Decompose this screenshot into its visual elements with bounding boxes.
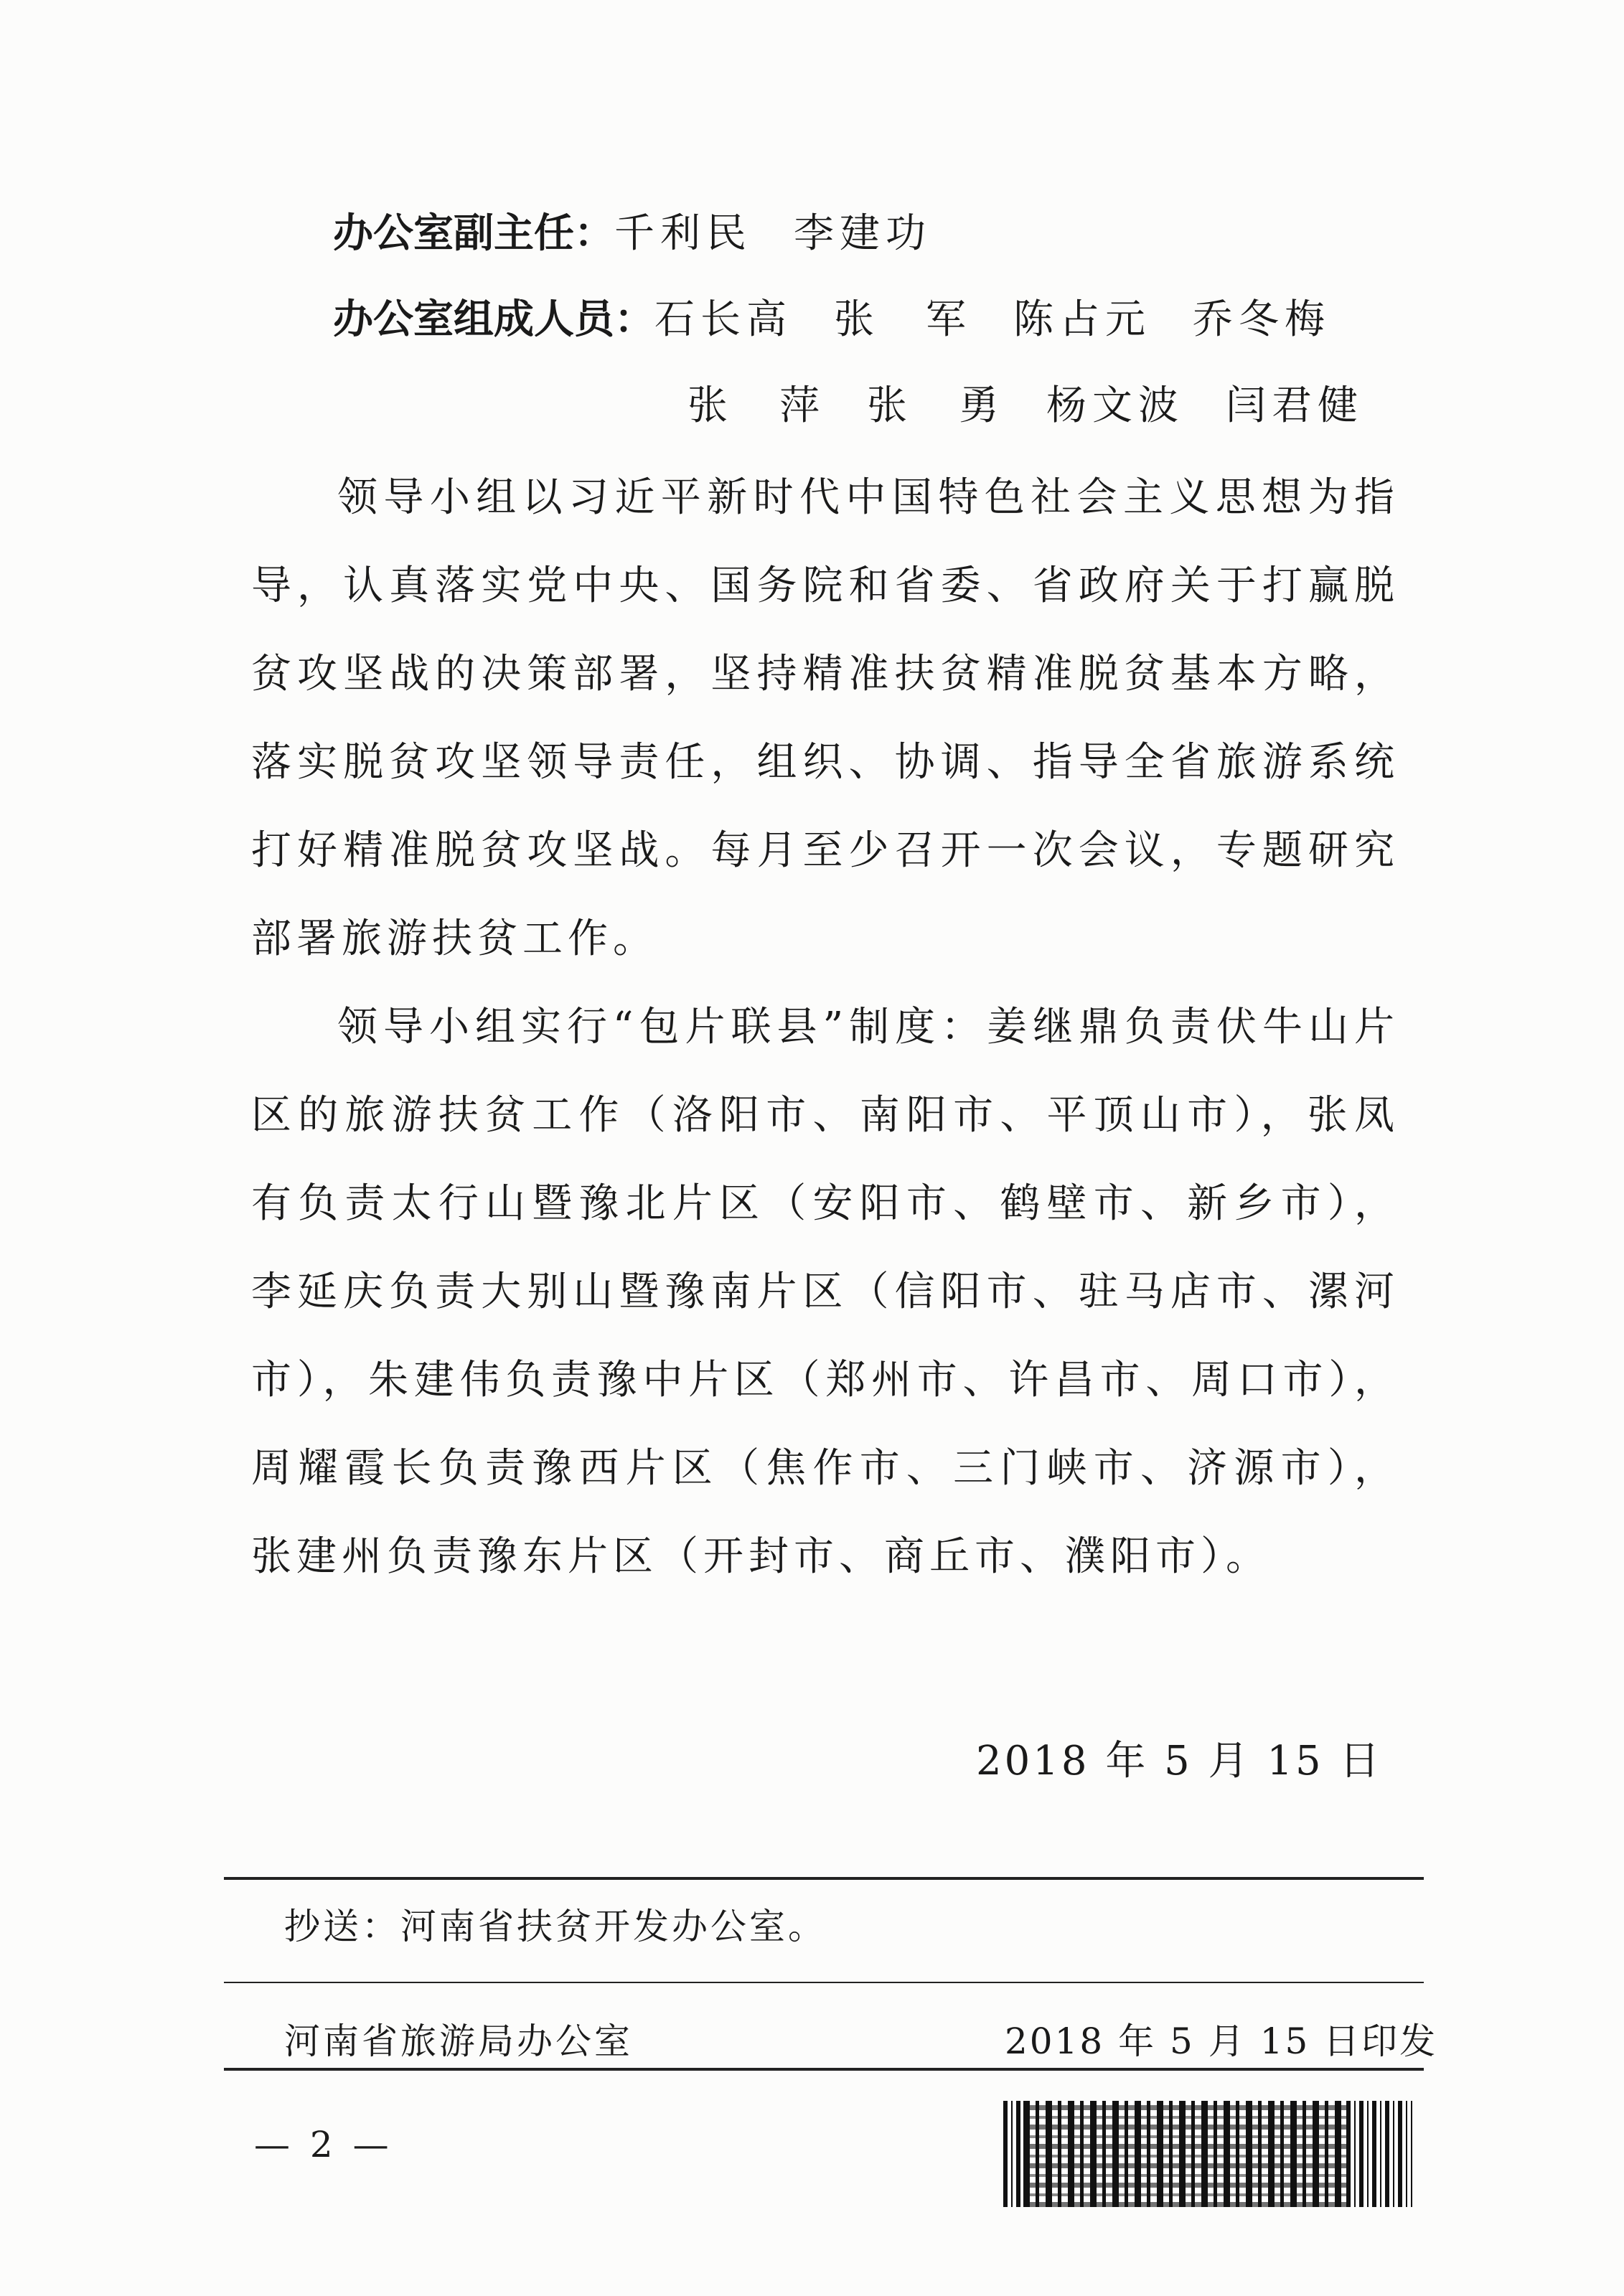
office-members-row-continued xyxy=(687,377,1405,435)
deputy-name: 李建功 xyxy=(794,210,931,257)
member-name: 张 勇 xyxy=(867,382,1005,429)
barcode-matrix xyxy=(1023,2101,1346,2207)
member-name: 张 萍 xyxy=(687,382,825,429)
office-members-label: 办公室组成人员： xyxy=(333,296,654,343)
deputy-director-row xyxy=(333,205,973,263)
signature-date: 2018 年 5 月 15 日 xyxy=(976,1738,1383,1784)
member-name: 陈占元 xyxy=(1013,296,1151,343)
issue-date: 2018 年 5 月 15 日印发 xyxy=(1005,2020,1438,2062)
office-members-row xyxy=(333,291,1372,349)
paragraph-region-assignments: 领导小组实行“包片联县”制度：姜继鼎负责伏牛山片区的旅游扶贫工作（洛阳市、南阳市、平顶山市），张凤有负责太行山暨豫北片区（安阳市、鹤壁市、新乡市），李延庆负责大别山暨豫南片区（信阳市、驻马店市、漯河市），朱建伟负责豫中片区（郑州市、许昌市、周口市），周耀霞长负责豫西片区（焦作市、三门峡市、济源市），张建州负责豫东片区（开封市、商丘市、濮阳市）。 xyxy=(251,1004,1399,1580)
member-name: 张 军 xyxy=(834,296,972,343)
deputy-director-label: 办公室副主任： xyxy=(333,210,614,257)
deputy-name: 千利民 xyxy=(614,210,752,257)
member-name: 闫君健 xyxy=(1226,382,1363,429)
page-number: — 2 — xyxy=(254,2124,393,2165)
issuing-office: 河南省旅游局办公室 xyxy=(284,2020,633,2062)
barcode-icon xyxy=(1003,2101,1412,2207)
cc-line: 抄送：河南省扶贫开发办公室。 xyxy=(284,1906,827,1947)
barcode-right-stripes xyxy=(1346,2101,1412,2207)
footer-top-rule xyxy=(224,1877,1424,1880)
footer-middle-rule xyxy=(224,1982,1424,1983)
paragraph-leadership-duties: 领导小组以习近平新时代中国特色社会主义思想为指导，认真落实党中央、国务院和省委、省政府关于打赢脱贫攻坚战的决策部署，坚持精准扶贫精准脱贫基本方略，落实脱贫攻坚领导责任，组织、协调、指导全省旅游系统打好精准脱贫攻坚战。每月至少召开一次会议，专题研究部署旅游扶贫工作。 xyxy=(251,474,1399,962)
member-name: 杨文波 xyxy=(1046,382,1184,429)
barcode-left-stripes xyxy=(1003,2101,1023,2207)
footer-bottom-rule xyxy=(224,2068,1424,2071)
member-name: 乔冬梅 xyxy=(1193,296,1330,343)
member-name: 石长高 xyxy=(654,296,792,343)
